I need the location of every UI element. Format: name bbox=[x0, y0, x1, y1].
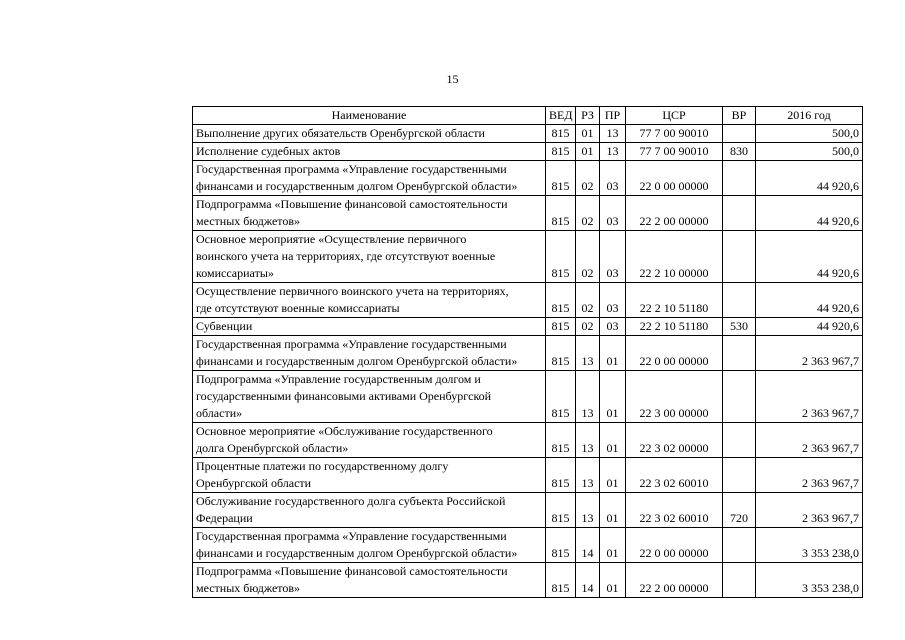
row-value-cell: 500,0 bbox=[756, 143, 863, 161]
row-rz-cell: 02 bbox=[576, 231, 600, 283]
row-vr-cell bbox=[723, 528, 756, 563]
row-value-cell: 2 363 967,7 bbox=[756, 423, 863, 458]
row-ved-cell: 815 bbox=[546, 371, 576, 423]
row-ved-cell: 815 bbox=[546, 125, 576, 143]
header-csr: ЦСР bbox=[626, 107, 723, 125]
row-value-cell: 3 353 238,0 bbox=[756, 563, 863, 598]
row-value-cell: 44 920,6 bbox=[756, 283, 863, 318]
table-row bbox=[193, 318, 863, 336]
row-pr-cell: 01 bbox=[600, 423, 626, 458]
row-rz-cell: 02 bbox=[576, 161, 600, 196]
row-ved-cell: 815 bbox=[546, 283, 576, 318]
row-rz-cell: 13 bbox=[576, 458, 600, 493]
table-row bbox=[193, 125, 863, 143]
header-name: Наименование bbox=[193, 107, 546, 125]
row-ved-cell: 815 bbox=[546, 336, 576, 371]
row-pr-cell: 03 bbox=[600, 196, 626, 231]
row-name-cell: Государственная программа «Управление государственными финансами и государственным долгом Оренбургской области» bbox=[193, 528, 546, 563]
row-name-cell: Подпрограмма «Управление государственным долгом и государственными финансовыми активами Оренбургской области» bbox=[193, 371, 546, 423]
row-name-cell: Обслуживание государственного долга субъекта Российской Федерации bbox=[193, 493, 546, 528]
row-vr-cell: 830 bbox=[723, 143, 756, 161]
row-csr-cell: 22 2 10 51180 bbox=[626, 283, 723, 318]
row-rz-cell: 01 bbox=[576, 143, 600, 161]
row-vr-cell bbox=[723, 231, 756, 283]
row-ved-cell: 815 bbox=[546, 458, 576, 493]
row-name-cell: Исполнение судебных актов bbox=[193, 143, 546, 161]
row-pr-cell: 01 bbox=[600, 528, 626, 563]
row-rz-cell: 13 bbox=[576, 336, 600, 371]
table-row bbox=[193, 231, 863, 283]
budget-table bbox=[192, 106, 863, 598]
row-vr-cell bbox=[723, 563, 756, 598]
row-rz-cell: 01 bbox=[576, 125, 600, 143]
table-row bbox=[193, 493, 863, 528]
row-csr-cell: 22 3 02 00000 bbox=[626, 423, 723, 458]
row-ved-cell: 815 bbox=[546, 161, 576, 196]
row-csr-cell: 22 3 02 60010 bbox=[626, 458, 723, 493]
row-vr-cell bbox=[723, 125, 756, 143]
row-vr-cell bbox=[723, 423, 756, 458]
row-value-cell: 2 363 967,7 bbox=[756, 493, 863, 528]
row-name-cell: Государственная программа «Управление государственными финансами и государственным долгом Оренбургской области» bbox=[193, 161, 546, 196]
row-rz-cell: 02 bbox=[576, 318, 600, 336]
row-name-cell: Подпрограмма «Повышение финансовой самостоятельности местных бюджетов» bbox=[193, 563, 546, 598]
row-csr-cell: 22 3 00 00000 bbox=[626, 371, 723, 423]
row-csr-cell: 22 2 10 00000 bbox=[626, 231, 723, 283]
row-vr-cell bbox=[723, 283, 756, 318]
row-vr-cell bbox=[723, 336, 756, 371]
row-pr-cell: 13 bbox=[600, 125, 626, 143]
row-name-cell: Государственная программа «Управление государственными финансами и государственным долгом Оренбургской области» bbox=[193, 336, 546, 371]
table-row bbox=[193, 371, 863, 423]
row-pr-cell: 01 bbox=[600, 493, 626, 528]
row-name-cell: Выполнение других обязательств Оренбургской области bbox=[193, 125, 546, 143]
row-name-cell: Субвенции bbox=[193, 318, 546, 336]
row-csr-cell: 22 2 10 51180 bbox=[626, 318, 723, 336]
row-vr-cell bbox=[723, 371, 756, 423]
row-pr-cell: 03 bbox=[600, 231, 626, 283]
row-value-cell: 2 363 967,7 bbox=[756, 336, 863, 371]
row-csr-cell: 77 7 00 90010 bbox=[626, 125, 723, 143]
row-rz-cell: 13 bbox=[576, 423, 600, 458]
row-csr-cell: 22 2 00 00000 bbox=[626, 196, 723, 231]
row-name-cell: Основное мероприятие «Обслуживание государственного долга Оренбургской области» bbox=[193, 423, 546, 458]
row-csr-cell: 22 0 00 00000 bbox=[626, 336, 723, 371]
row-pr-cell: 01 bbox=[600, 563, 626, 598]
row-csr-cell: 22 3 02 60010 bbox=[626, 493, 723, 528]
row-value-cell: 44 920,6 bbox=[756, 318, 863, 336]
row-pr-cell: 03 bbox=[600, 283, 626, 318]
row-name-cell: Подпрограмма «Повышение финансовой самостоятельности местных бюджетов» bbox=[193, 196, 546, 231]
row-rz-cell: 13 bbox=[576, 371, 600, 423]
row-vr-cell: 720 bbox=[723, 493, 756, 528]
header-year: 2016 год bbox=[756, 107, 863, 125]
header-pr: ПР bbox=[600, 107, 626, 125]
row-ved-cell: 815 bbox=[546, 563, 576, 598]
row-ved-cell: 815 bbox=[546, 493, 576, 528]
header-ved: ВЕД bbox=[546, 107, 576, 125]
row-pr-cell: 03 bbox=[600, 318, 626, 336]
row-rz-cell: 02 bbox=[576, 283, 600, 318]
row-value-cell: 2 363 967,7 bbox=[756, 458, 863, 493]
table-header-row bbox=[193, 107, 863, 125]
row-rz-cell: 02 bbox=[576, 196, 600, 231]
table-row bbox=[193, 563, 863, 598]
row-vr-cell: 530 bbox=[723, 318, 756, 336]
row-value-cell: 44 920,6 bbox=[756, 196, 863, 231]
row-value-cell: 2 363 967,7 bbox=[756, 371, 863, 423]
row-value-cell: 44 920,6 bbox=[756, 161, 863, 196]
page-number: 15 bbox=[446, 72, 459, 86]
row-ved-cell: 815 bbox=[546, 196, 576, 231]
row-ved-cell: 815 bbox=[546, 423, 576, 458]
row-name-cell: Процентные платежи по государственному долгу Оренбургской области bbox=[193, 458, 546, 493]
row-pr-cell: 01 bbox=[600, 371, 626, 423]
row-pr-cell: 01 bbox=[600, 336, 626, 371]
row-rz-cell: 14 bbox=[576, 528, 600, 563]
row-rz-cell: 13 bbox=[576, 493, 600, 528]
table-row bbox=[193, 528, 863, 563]
row-value-cell: 3 353 238,0 bbox=[756, 528, 863, 563]
table-row bbox=[193, 423, 863, 458]
row-csr-cell: 77 7 00 90010 bbox=[626, 143, 723, 161]
row-value-cell: 44 920,6 bbox=[756, 231, 863, 283]
table-row bbox=[193, 196, 863, 231]
table-row bbox=[193, 143, 863, 161]
row-pr-cell: 13 bbox=[600, 143, 626, 161]
row-pr-cell: 01 bbox=[600, 458, 626, 493]
row-csr-cell: 22 2 00 00000 bbox=[626, 563, 723, 598]
row-ved-cell: 815 bbox=[546, 528, 576, 563]
row-vr-cell bbox=[723, 458, 756, 493]
row-csr-cell: 22 0 00 00000 bbox=[626, 528, 723, 563]
row-ved-cell: 815 bbox=[546, 231, 576, 283]
header-rz: РЗ bbox=[576, 107, 600, 125]
row-vr-cell bbox=[723, 161, 756, 196]
table-row bbox=[193, 458, 863, 493]
header-vr: ВР bbox=[723, 107, 756, 125]
table-row bbox=[193, 283, 863, 318]
row-ved-cell: 815 bbox=[546, 318, 576, 336]
row-pr-cell: 03 bbox=[600, 161, 626, 196]
row-value-cell: 500,0 bbox=[756, 125, 863, 143]
table-row bbox=[193, 336, 863, 371]
row-csr-cell: 22 0 00 00000 bbox=[626, 161, 723, 196]
row-name-cell: Основное мероприятие «Осуществление первичного воинского учета на территориях, где отсутствуют военные комиссариаты» bbox=[193, 231, 546, 283]
row-name-cell: Осуществление первичного воинского учета на территориях, где отсутствуют военные комиссариаты bbox=[193, 283, 546, 318]
row-rz-cell: 14 bbox=[576, 563, 600, 598]
row-vr-cell bbox=[723, 196, 756, 231]
row-ved-cell: 815 bbox=[546, 143, 576, 161]
table-row bbox=[193, 161, 863, 196]
